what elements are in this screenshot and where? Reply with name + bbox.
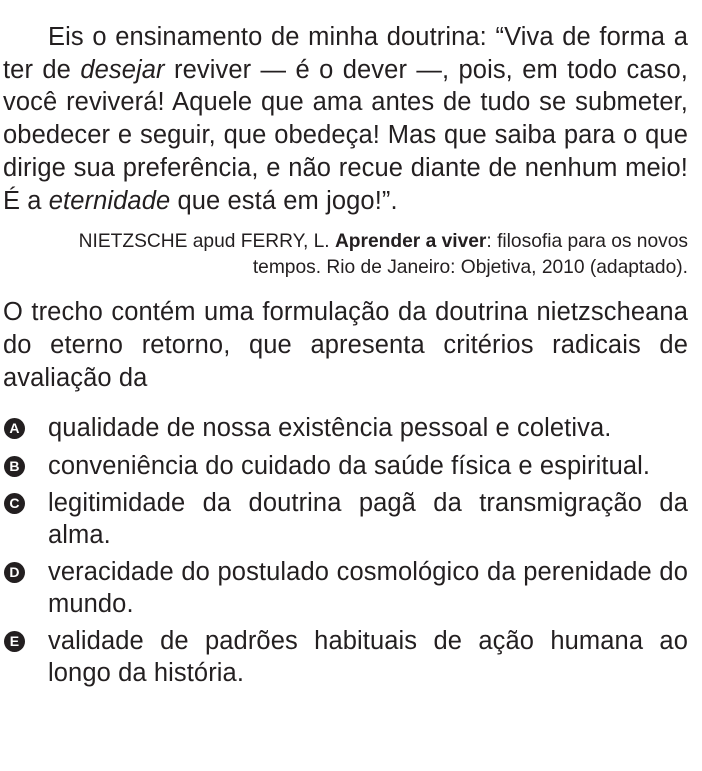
- quote-emphasis-desejar: desejar: [80, 55, 165, 84]
- option-c-text: legitimidade da doutrina pagã da transmigração da alma.: [48, 489, 688, 549]
- quote-text-part-1: Eis o ensinamento de minha doutrina: “Viva de forma a ter de: [3, 23, 688, 84]
- option-b-text: conveniência do cuidado da saúde física e espiritual.: [48, 451, 651, 480]
- quote-text-part-2: reviver — é o dever —, pois, em todo caso, você reviverá! Aquele que ama antes de tudo se submeter, obedecer e seguir, que obedeça! Mas que saiba para o que dirige sua preferência, e não recue diante de nenhum meio! É a: [3, 55, 688, 215]
- option-a-letter-badge[interactable]: A: [4, 418, 25, 439]
- question-stem: O trecho contém uma formulação da doutrina nietzscheana do eterno retorno, que apresenta critérios radicais de avaliação da: [3, 298, 688, 392]
- option-e-letter-badge[interactable]: E: [4, 631, 25, 652]
- option-b[interactable]: [3, 451, 688, 483]
- source-citation: [3, 229, 688, 280]
- answer-options: [3, 413, 688, 689]
- option-e[interactable]: [3, 626, 688, 689]
- citation-book-title: Aprender a viver: [334, 231, 487, 253]
- option-a[interactable]: [3, 413, 688, 445]
- option-c-letter-badge[interactable]: C: [4, 493, 25, 514]
- quote-emphasis-eternidade: eternidade: [48, 186, 171, 215]
- option-c[interactable]: [3, 488, 688, 551]
- quote-paragraph: [3, 21, 688, 217]
- quote-text-part-3: que está em jogo!”.: [170, 186, 398, 215]
- option-d-letter-badge[interactable]: D: [4, 562, 25, 583]
- option-e-text: validade de padrões habituais de ação humana ao longo da história.: [48, 627, 688, 687]
- option-b-letter-badge[interactable]: B: [4, 456, 25, 477]
- option-d-text: veracidade do postulado cosmológico da perenidade do mundo.: [48, 558, 688, 618]
- option-a-text: qualidade de nossa existência pessoal e coletiva.: [48, 414, 612, 443]
- citation-author: NIETZSCHE apud FERRY, L.: [78, 231, 335, 253]
- option-d[interactable]: [3, 557, 688, 620]
- citation-details: : filosofia para os novos tempos. Rio de Janeiro: Objetiva, 2010 (adaptado).: [252, 231, 688, 278]
